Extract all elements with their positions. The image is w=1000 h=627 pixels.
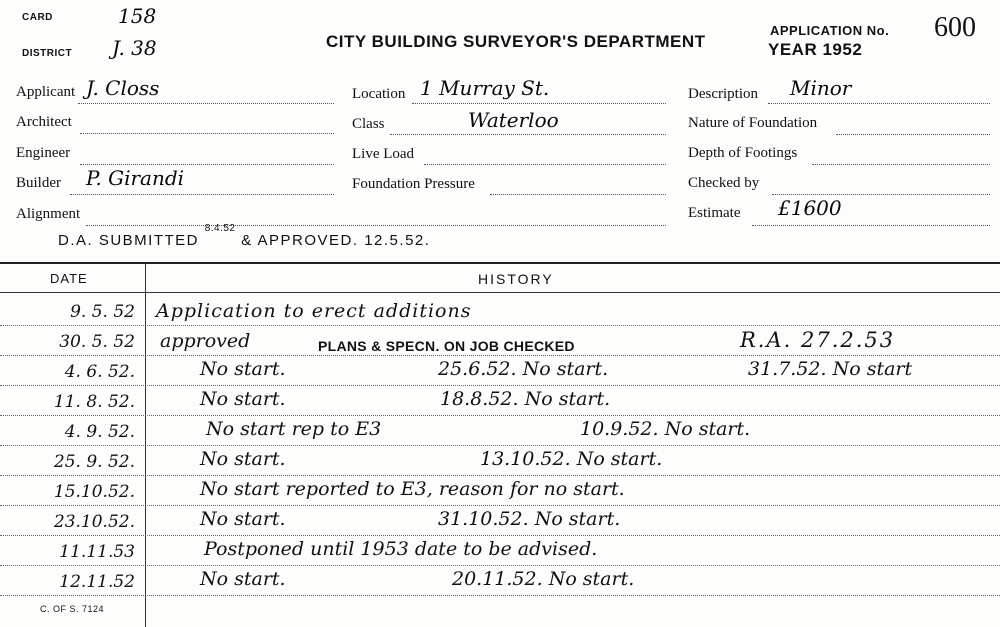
history-mid: 25.6.52. No start. bbox=[438, 358, 609, 380]
history-header: HISTORY bbox=[478, 271, 554, 287]
history-extra: R.A. 27.2.53 bbox=[740, 328, 896, 352]
history-entry: No start. bbox=[200, 388, 286, 410]
foundation-pressure-line bbox=[490, 194, 666, 195]
nature-of-foundation-label: Nature of Foundation bbox=[688, 115, 818, 131]
applicant-label: Applicant bbox=[16, 84, 76, 100]
estimate-line bbox=[752, 225, 990, 226]
class-value: Waterloo bbox=[468, 108, 559, 132]
foundation-pressure-label: Foundation Pressure bbox=[352, 176, 475, 192]
header-rule bbox=[0, 292, 1000, 293]
row-rule bbox=[0, 595, 1000, 596]
history-entry: approved bbox=[160, 330, 251, 352]
row-rule bbox=[0, 565, 1000, 566]
da-line bbox=[58, 223, 431, 249]
description-line bbox=[768, 103, 990, 104]
history-entry: Postponed until 1953 date to be advised. bbox=[204, 538, 598, 560]
card-number: 158 bbox=[118, 4, 157, 28]
row-rule bbox=[0, 445, 1000, 446]
history-entry: No start. bbox=[200, 448, 286, 470]
location-label: Location bbox=[352, 86, 406, 102]
nature-of-foundation-line bbox=[836, 134, 990, 135]
history-entry: No start. bbox=[200, 358, 286, 380]
inspection-stamp: PLANS & SPECN. ON JOB CHECKED bbox=[318, 338, 575, 354]
history-entry: No start. bbox=[200, 568, 286, 590]
department-title: CITY BUILDING SURVEYOR'S DEPARTMENT bbox=[326, 32, 706, 51]
history-entry: No start. bbox=[200, 508, 286, 530]
alignment-line bbox=[86, 225, 666, 226]
checked-by-label: Checked by bbox=[688, 175, 760, 191]
applicant-value: J. Closs bbox=[86, 76, 160, 100]
estimate-label: Estimate bbox=[688, 205, 741, 221]
da-superscript-date: 8.4.52 bbox=[204, 223, 236, 234]
history-mid: 13.10.52. No start. bbox=[480, 448, 663, 470]
engineer-label: Engineer bbox=[16, 145, 71, 161]
live-load-line bbox=[424, 164, 666, 165]
architect-line bbox=[80, 133, 334, 134]
estimate-value: £1600 bbox=[778, 196, 842, 220]
history-date: 9. 5. 52 bbox=[70, 302, 135, 322]
history-date: 30. 5. 52 bbox=[59, 332, 135, 352]
engineer-line bbox=[80, 164, 334, 165]
alignment-label: Alignment bbox=[16, 206, 81, 222]
history-entry: Application to erect additions bbox=[156, 300, 472, 322]
form-code: C. OF S. 7124 bbox=[40, 604, 105, 614]
history-date: 4. 6. 52. bbox=[64, 362, 135, 382]
description-label: Description bbox=[688, 86, 758, 102]
da-text-start: D.A. SUBMITTED bbox=[58, 232, 200, 249]
history-date: 23.10.52. bbox=[53, 512, 135, 532]
history-mid: 20.11.52. No start. bbox=[452, 568, 635, 590]
table-top-rule bbox=[0, 262, 1000, 264]
depth-of-footings-label: Depth of Footings bbox=[688, 145, 798, 161]
history-date: 11. 8. 52. bbox=[53, 392, 135, 412]
applicant-line bbox=[78, 103, 334, 104]
description-value: Minor bbox=[790, 76, 852, 100]
date-header: DATE bbox=[50, 271, 88, 286]
location-line bbox=[412, 103, 666, 104]
history-entry: No start reported to E3, reason for no start. bbox=[200, 478, 625, 500]
history-mid: 31.10.52. No start. bbox=[438, 508, 621, 530]
history-extra: 31.7.52. No start bbox=[748, 358, 913, 380]
row-rule bbox=[0, 325, 1000, 326]
card-label: CARD bbox=[22, 12, 53, 23]
row-rule bbox=[0, 385, 1000, 386]
history-date: 15.10.52. bbox=[53, 482, 135, 502]
history-entry: No start rep to E3 bbox=[206, 418, 382, 440]
district-value: J. 38 bbox=[112, 36, 157, 60]
builder-line bbox=[70, 194, 334, 195]
history-date: 25. 9. 52. bbox=[53, 452, 135, 472]
history-date: 12.11.52 bbox=[59, 572, 135, 592]
row-rule bbox=[0, 415, 1000, 416]
history-mid: 10.9.52. No start. bbox=[580, 418, 751, 440]
history-date: 11.11.53 bbox=[59, 542, 135, 562]
row-rule bbox=[0, 475, 1000, 476]
history-mid: 18.8.52. No start. bbox=[440, 388, 611, 410]
live-load-label: Live Load bbox=[352, 146, 415, 162]
district-label: DISTRICT bbox=[22, 48, 73, 59]
row-rule bbox=[0, 535, 1000, 536]
year-label: YEAR 1952 bbox=[768, 40, 863, 59]
location-value: 1 Murray St. bbox=[420, 76, 550, 100]
depth-of-footings-line bbox=[812, 164, 990, 165]
history-date: 4. 9. 52. bbox=[64, 422, 135, 442]
da-text-end: & APPROVED. 12.5.52. bbox=[241, 232, 431, 249]
class-line bbox=[390, 134, 666, 135]
application-number: 600 bbox=[934, 12, 976, 43]
checked-by-line bbox=[772, 194, 990, 195]
row-rule bbox=[0, 505, 1000, 506]
builder-value: P. Girandi bbox=[86, 166, 185, 190]
row-rule bbox=[0, 355, 1000, 356]
builder-label: Builder bbox=[16, 175, 61, 191]
class-label: Class bbox=[352, 116, 385, 132]
application-label: APPLICATION No. bbox=[770, 23, 890, 38]
architect-label: Architect bbox=[16, 114, 72, 130]
